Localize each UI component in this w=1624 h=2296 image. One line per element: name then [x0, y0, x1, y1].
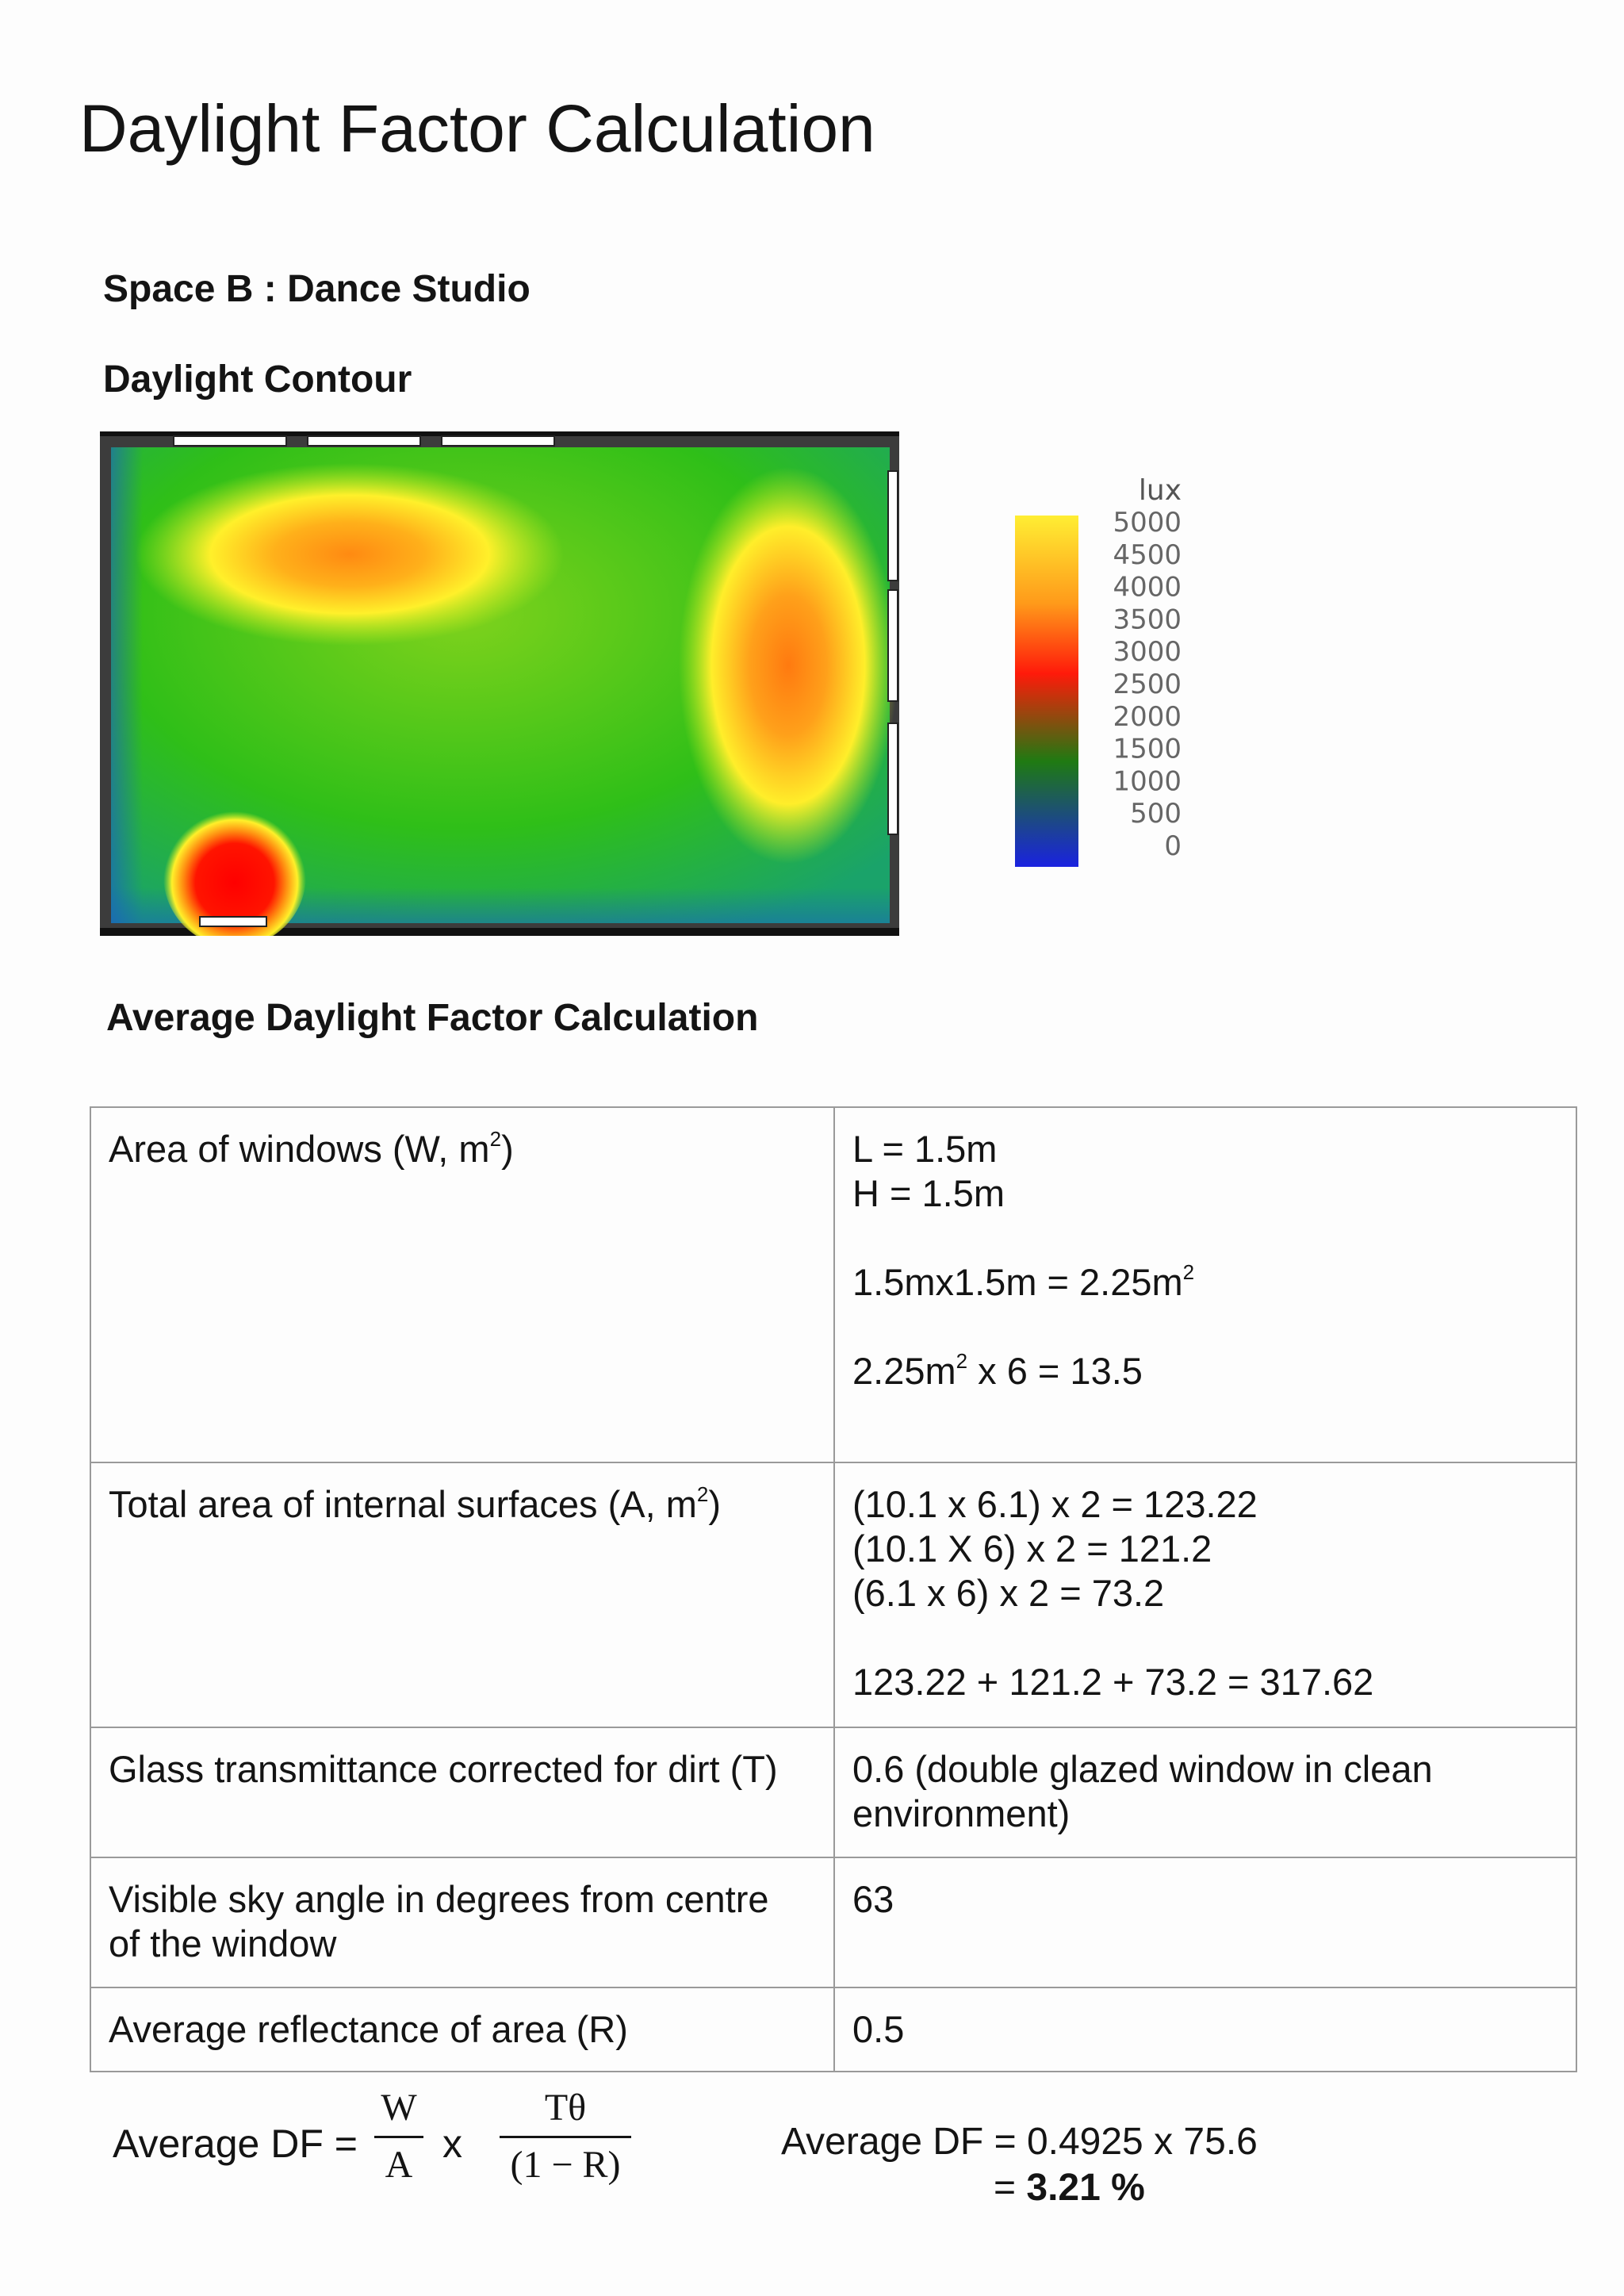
legend-tick-label: 3000 [1113, 636, 1182, 669]
windows-area-total: $2.25m^2$ x 6 = 13.5 [852, 1349, 1143, 1392]
windows-height: H = 1.5m [852, 1172, 1005, 1214]
windows-area-single: $1.5mx1.5m = 2.25m^2$ [852, 1260, 1195, 1303]
windows-label-cell: Area of windows (W, $m^2$) [90, 1107, 834, 1462]
legend-tick-label: 1000 [1113, 765, 1182, 798]
legend-tick-label: 4500 [1113, 539, 1182, 571]
glass-value-cell: 0.6 (double glazed window in clean environment) [834, 1727, 1576, 1857]
legend-tick-label: 3500 [1113, 604, 1182, 636]
result-value: 3.21 % [1026, 2167, 1145, 2209]
daylight-contour-plan [100, 431, 899, 936]
legend-unit: lux [1138, 476, 1182, 507]
legend-tick-label: 5000 [1113, 507, 1182, 539]
multiply-sign: x [442, 2122, 462, 2166]
contour-heading: Daylight Contour [103, 358, 412, 401]
surfaces-value-cell: (10.1 x 6.1) x 2 = 123.22 (10.1 X 6) x 2 = 121.2 (6.1 x 6) x 2 = 73.2 123.22 + 121.2 + 73.2 = 317.62 [834, 1462, 1576, 1727]
sky-label-cell: Visible sky angle in degrees from centre of the window [90, 1857, 834, 1987]
df-formula [113, 2086, 715, 2221]
space-heading: Space B : Dance Studio [103, 268, 530, 310]
reflect-label-cell: Average reflectance of area (R) [90, 1987, 834, 2072]
df-calculation-table [90, 1106, 1577, 2072]
windows-value-cell [834, 1107, 1576, 1462]
fraction-t-theta: Tθ (1 − R) [500, 2086, 631, 2187]
surfaces-total: 123.22 + 121.2 + 73.2 = 317.62 [852, 1661, 1374, 1703]
legend-tick-label: 1500 [1113, 733, 1182, 765]
legend-tick-label: 500 [1130, 798, 1182, 830]
avg-df-heading: Average Daylight Factor Calculation [106, 997, 759, 1039]
reflect-value-cell: 0.5 [834, 1987, 1576, 2072]
table-row [90, 1462, 1576, 1727]
result-line-1: Average DF = 0.4925 x 75.6 [781, 2121, 1258, 2163]
df-result [781, 2119, 1258, 2211]
result-line-2: = 3.21 % [994, 2167, 1145, 2209]
legend-color-bar [1015, 516, 1078, 867]
fraction-w-over-a: W A [374, 2086, 423, 2187]
legend-tick-label: 0 [1164, 830, 1182, 862]
glass-label-cell: Glass transmittance corrected for dirt (T) [90, 1727, 834, 1857]
windows-length: L = 1.5m [852, 1128, 998, 1170]
table-row [90, 1857, 1576, 1987]
formula-label: Average DF = [113, 2122, 358, 2166]
page-title: Daylight Factor Calculation [79, 91, 875, 166]
sky-value-cell: 63 [834, 1857, 1576, 1987]
lux-legend [1005, 476, 1212, 872]
legend-tick-label: 2000 [1113, 700, 1182, 733]
table-row [90, 1987, 1576, 2072]
legend-tick-label: 4000 [1113, 571, 1182, 604]
table-row [90, 1727, 1576, 1857]
table-row [90, 1107, 1576, 1462]
legend-tick-label: 2500 [1113, 669, 1182, 700]
surfaces-label-cell: Total area of internal surfaces (A, $m^2$) [90, 1462, 834, 1727]
